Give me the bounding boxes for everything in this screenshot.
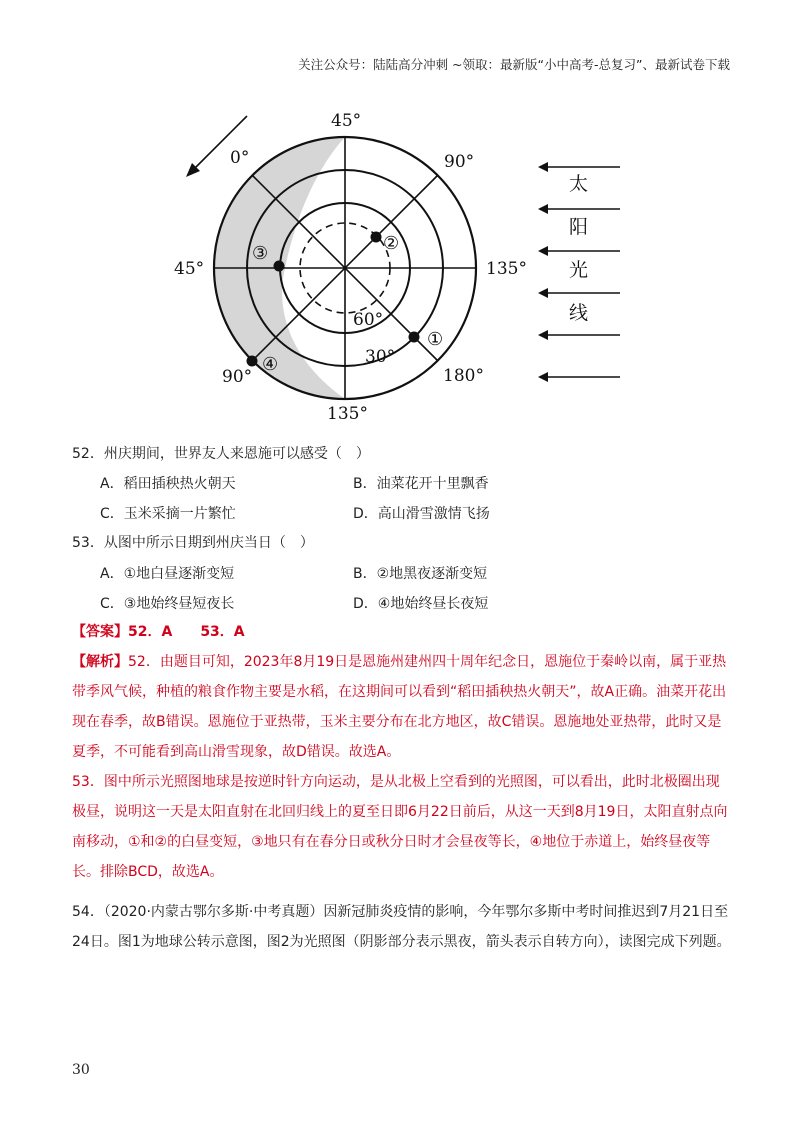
q53-option-d: D．④地始终昼长夜短 [353, 596, 489, 612]
point-2-label: ② [383, 233, 400, 254]
answer-text: 52．A 53．A [128, 624, 245, 640]
illumination-diagram [0, 0, 800, 440]
label-180: 180° [443, 366, 484, 386]
label-bottom-135: 135° [327, 404, 368, 424]
q52-option-b: B．油菜花开十里飘香 [353, 476, 489, 492]
q54-stem: 54．（2020·内蒙古鄂尔多斯·中考真题）因新冠肺炎疫情的影响，今年鄂尔多斯中考时间推迟到7月21日至24日。图1为地球公转示意图，图2为光照图（阴影部分表示黑夜，箭头表示自转方向），读图完成下列题。 [72, 904, 731, 950]
illumination-diagram-svg [0, 0, 800, 440]
page-number: 30 [72, 1062, 90, 1078]
label-left-45: 45° [174, 259, 205, 279]
label-90-left: 90° [222, 367, 253, 387]
point-3-dot [274, 261, 285, 272]
label-lat-30: 30° [365, 347, 396, 367]
label-90-right: 90° [444, 152, 475, 172]
q52-option-d: D．高山滑雪激情飞扬 [353, 506, 490, 522]
label-lat-60: 60° [353, 310, 384, 330]
q52-option-a: A．稻田插秧热火朝天 [100, 476, 236, 492]
point-3-label: ③ [252, 243, 269, 264]
sunlight-char-3: 光 [569, 259, 589, 281]
answer-line [72, 617, 732, 647]
page-header: 关注公众号：陆陆高分冲刺 ~领取：最新版“小中高考-总复习”、最新试卷下载 [298, 57, 730, 72]
point-4-dot [247, 356, 258, 367]
q53-stem: 53．从图中所示日期到州庆当日（ ） [72, 535, 314, 551]
sunlight-char-2: 阳 [569, 216, 589, 238]
analysis-52-text: 52．由题目可知，2023年8月19日是恩施州建州四十周年纪念日，恩施位于秦岭以南，属于亚热带季风气候，种植的粮食作物主要是水稻，在这期间可以看到“稻田插秧热火朝天”，故A正确。油菜开花出现在春季，故B错误。恩施位于亚热带，玉米主要分布在北方地区，故C错误。恩施地处亚热带，此时又是夏季，不可能看到高山滑雪现象，故D错误。故选A。 [72, 654, 727, 760]
sunlight-arrow-heads [538, 162, 548, 382]
analysis-52 [72, 647, 732, 767]
analysis-53-text: 53．图中所示光照图地球是按逆时针方向运动，是从北极上空看到的光照图，可以看出，此时北极圈出现极昼，说明这一天是太阳直射在北回归线上的夏至日即6月22日前后，从这一天到8月19日，太阳直射点向南移动，①和②的白昼变短，③地只有在春分日或秋分日时才会昼夜等长，④地位于赤道上，始终昼夜等长。排除BCD，故选A。 [72, 774, 728, 880]
analysis-53 [72, 767, 732, 887]
point-1-label: ① [427, 329, 444, 350]
q52-stem: 52．州庆期间，世界友人来恩施可以感受（ ） [72, 446, 370, 462]
label-0: 0° [230, 148, 250, 168]
label-top-45: 45° [331, 111, 362, 131]
q52-option-c: C．玉米采摘一片繁忙 [100, 506, 236, 522]
point-2-dot [371, 232, 382, 243]
q53-option-b: B．②地黑夜逐渐变短 [353, 566, 488, 582]
answer-label: 【答案】 [72, 624, 128, 640]
sunlight-char-4: 线 [569, 302, 589, 324]
point-1-dot [409, 332, 420, 343]
analysis-label: 【解析】 [72, 654, 128, 670]
q53-option-c: C．③地始终昼短夜长 [100, 596, 235, 612]
label-right-135: 135° [486, 259, 527, 279]
q53-option-a: A．①地白昼逐渐变短 [100, 566, 235, 582]
sunlight-char-1: 太 [569, 173, 589, 195]
point-4-label: ④ [262, 354, 279, 375]
